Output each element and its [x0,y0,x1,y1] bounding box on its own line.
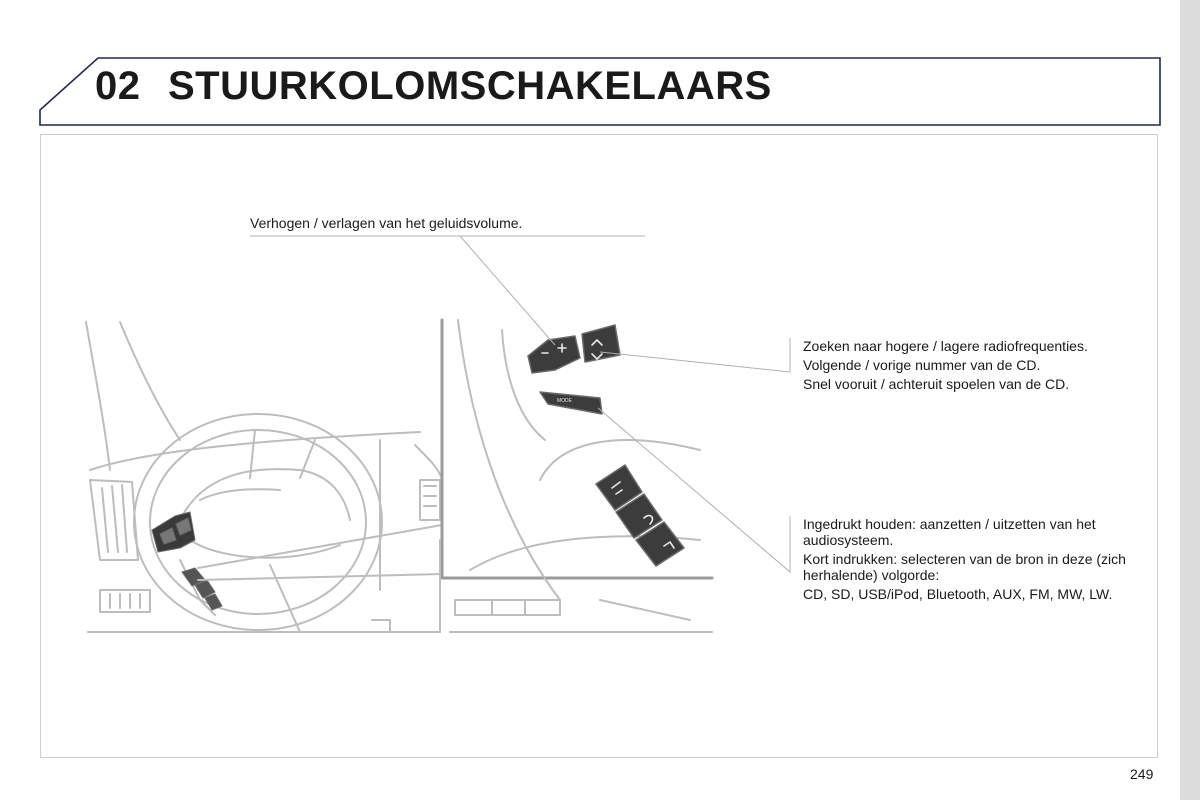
zoom-volume-button [528,336,580,373]
mode-button-text: MODE [557,398,572,404]
wheel-left-buttons-small [152,512,222,610]
mode-label-line: CD, SD, USB/iPod, Bluetooth, AUX, FM, MW, LW. [803,586,1113,602]
volume-label [250,215,650,234]
seek-label [803,338,1133,395]
mode-label [803,516,1133,605]
mode-label-line: Kort indrukken: selecteren van de bron in deze (zich herhalende) volgorde: [803,551,1126,583]
seek-label-line: Volgende / vorige nummer van de CD. [803,357,1041,373]
zoom-right-buttons [596,465,684,566]
dashboard-outline [86,322,442,632]
page-number: 249 [1130,766,1154,782]
volume-label-text: Verhogen / verlagen van het geluidsvolume. [250,215,523,231]
zoom-seek-button [582,325,620,362]
chapter-number: 02 [95,64,141,108]
zoom-view [440,320,712,632]
seek-label-line: Snel vooruit / achteruit spoelen van de CD. [803,376,1070,392]
mode-label-line: Ingedrukt houden: aanzetten / uitzetten van het audiosysteem. [803,516,1096,548]
leader-volume [250,236,645,345]
page-edge-bar [1180,0,1200,800]
leader-seek [600,338,790,372]
chapter-title: STUURKOLOMSCHAKELAARS [168,64,772,108]
seek-label-line: Zoeken naar hogere / lagere radiofrequenties. [803,338,1088,354]
